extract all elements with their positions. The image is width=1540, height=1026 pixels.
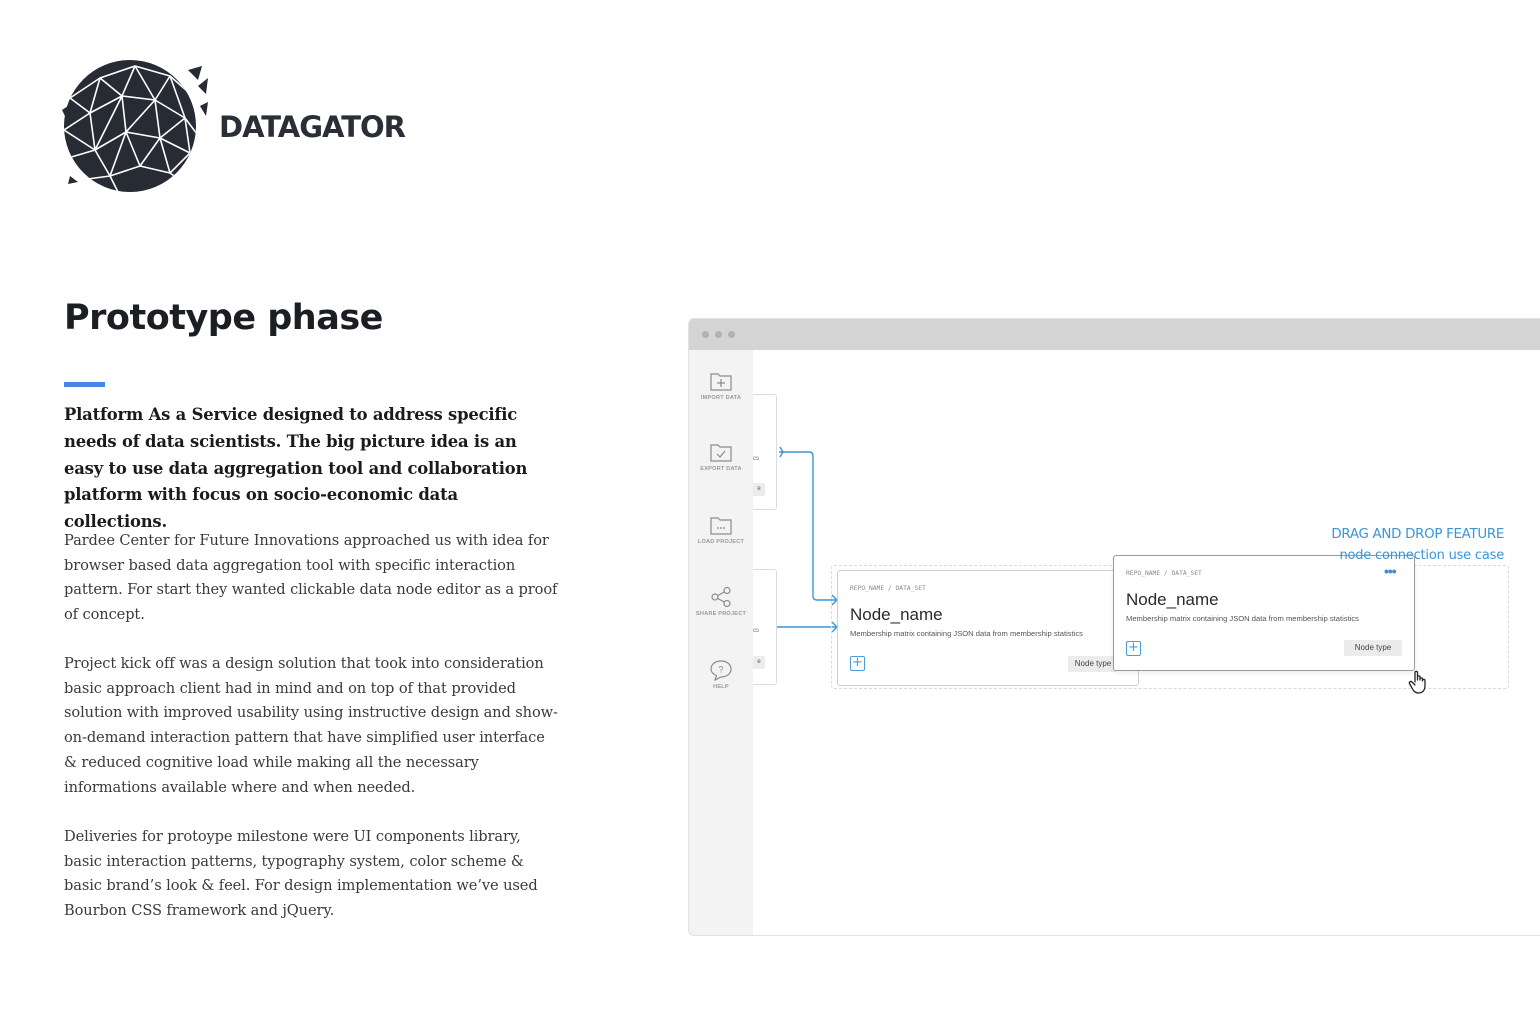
help-bubble-icon — [709, 659, 733, 681]
body-paragraph: Pardee Center for Future Innovations approached us with idea for browser based data aggregation tool with specific interaction pattern. For start they wanted clickable data node editor as a proof of concept. — [64, 532, 558, 624]
add-node-button[interactable]: + — [1126, 641, 1141, 656]
partial-node-type-button[interactable]: e — [753, 656, 765, 669]
node-type-button[interactable]: Node type — [1344, 640, 1402, 656]
sidebar-item-help[interactable] — [689, 659, 753, 691]
partial-node-type-button[interactable]: e — [753, 483, 765, 496]
sidebar-item-label: LOAD PROJECT — [697, 539, 745, 545]
partial-node-card[interactable] — [753, 569, 777, 685]
node-card[interactable] — [837, 570, 1139, 686]
page-title: Prototype phase — [64, 298, 383, 338]
svg-text:?: ? — [718, 664, 724, 675]
sidebar-item-import-data[interactable] — [689, 370, 753, 402]
geodesic-sphere-logo — [60, 58, 210, 196]
window-dot[interactable] — [728, 331, 735, 338]
dragged-node-card[interactable] — [1113, 555, 1415, 671]
add-node-button[interactable]: + — [850, 656, 865, 671]
window-titlebar — [689, 319, 1540, 350]
import-folder-icon — [709, 370, 733, 392]
hand-cursor-icon — [1407, 668, 1433, 696]
node-type-button[interactable]: Node type — [1068, 656, 1118, 672]
sidebar-item-label: IMPORT DATA — [700, 395, 742, 401]
node-description: Membership matrix containing JSON data from membership statistics — [850, 629, 1083, 638]
export-folder-icon — [709, 441, 733, 463]
sidebar-item-export-data[interactable] — [689, 441, 753, 473]
sidebar-item-label: SHARE PROJECT — [695, 611, 747, 617]
brand-name: DATAGATOR — [219, 110, 405, 144]
sidebar-item-label: HELP — [713, 684, 729, 690]
node-repo-path: REPO_NAME / DATA_SET — [850, 585, 926, 592]
feature-annotation-title: DRAG AND DROP FEATURE — [1331, 527, 1504, 542]
sidebar-item-label: EXPORT DATA — [700, 466, 742, 472]
app-mockup-window — [688, 318, 1540, 936]
node-name: Node_name — [1126, 590, 1219, 609]
accent-divider — [64, 382, 105, 387]
node-editor-canvas[interactable] — [753, 350, 1540, 935]
node-repo-path: REPO_NAME / DATA_SET — [1126, 570, 1202, 577]
window-dot[interactable] — [702, 331, 709, 338]
sidebar-item-load-project[interactable] — [689, 514, 753, 546]
load-folder-icon — [709, 514, 733, 536]
node-description: Membership matrix containing JSON data from membership statistics — [1126, 614, 1359, 623]
partial-card-text: cs — [753, 456, 759, 462]
feature-annotation-subtitle: node connection use case — [1339, 548, 1504, 563]
share-icon — [709, 586, 733, 608]
partial-node-card[interactable] — [753, 394, 777, 510]
tool-sidebar — [689, 350, 753, 935]
body-paragraph: Project kick off was a design solution that took into consideration basic approach client had in mind and on top of that provided solution with improved usability using instructive design and show-on-demand interaction pattern that have simplified user interface & reduced cognitive load while making all the necessary informations available where and when needed. — [64, 655, 558, 796]
body-paragraph: Deliveries for protoype milestone were UI components library, basic interaction patterns, typography system, color scheme & basic brand’s look & feel. For design implementation we’ve used Bourbon CSS framework and jQuery. — [64, 828, 538, 920]
lead-paragraph: Platform As a Service designed to address specific needs of data scientists. The big picture idea is an easy to use data aggregation tool and collaboration platform with focus on socio-economic data collections. — [64, 405, 528, 532]
window-dot[interactable] — [715, 331, 722, 338]
sidebar-item-share-project[interactable] — [689, 586, 753, 618]
partial-card-text: cs — [753, 628, 759, 634]
node-menu-button[interactable]: ••• — [1384, 563, 1396, 579]
node-name: Node_name — [850, 605, 943, 624]
